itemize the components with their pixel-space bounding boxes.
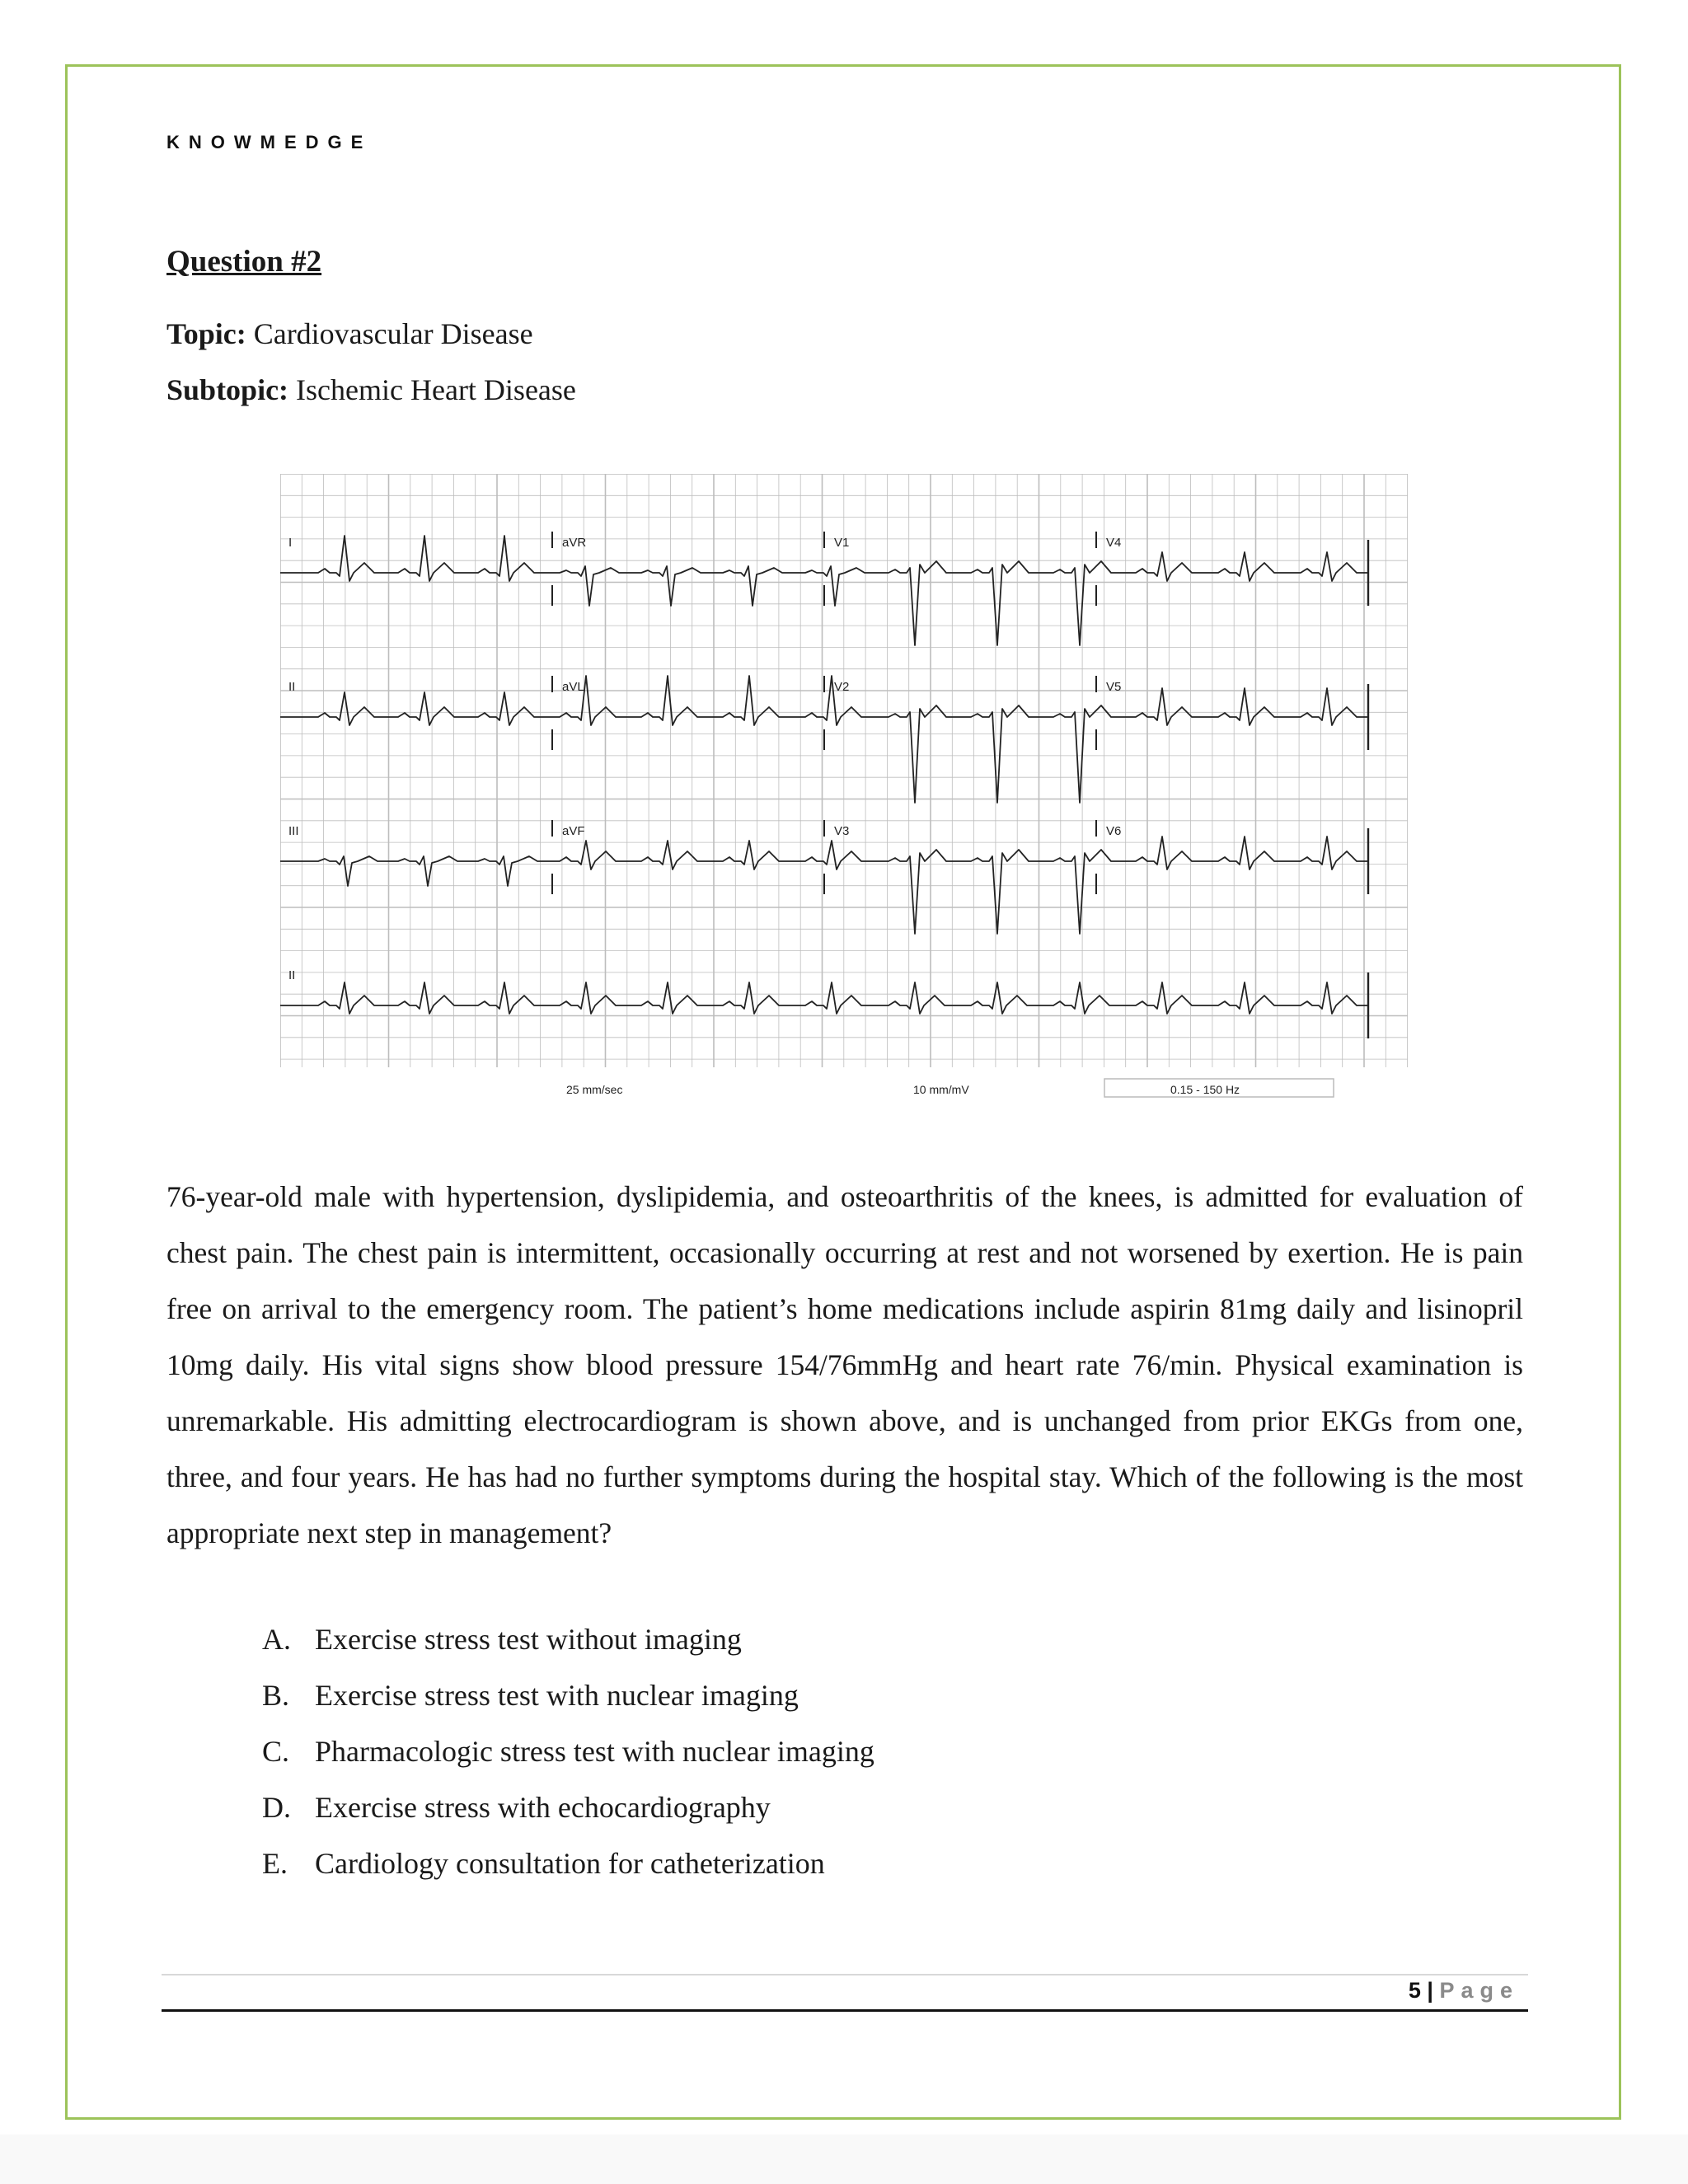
ekg-lead-label: V5: [1106, 680, 1122, 694]
option-c[interactable]: [262, 1723, 874, 1779]
answer-options: [262, 1611, 874, 1891]
page-number-value: 5: [1408, 1978, 1421, 2003]
ekg-lead-label: V4: [1106, 536, 1122, 550]
ekg-traces: [280, 532, 1368, 1038]
option-text: Exercise stress with echocardiography: [315, 1791, 771, 1824]
topic-line: [166, 316, 533, 351]
option-e[interactable]: [262, 1835, 874, 1891]
ekg-lead-label: V2: [834, 680, 850, 694]
ekg-lead-label: aVF: [562, 824, 585, 838]
ekg-image: [280, 474, 1408, 1100]
page-word: Page: [1439, 1978, 1519, 2003]
topic-value: Cardiovascular Disease: [253, 317, 533, 350]
ekg-lead-label: II: [288, 968, 296, 982]
option-letter: B.: [262, 1679, 290, 1712]
option-b[interactable]: [262, 1667, 874, 1723]
topic-label: Topic:: [166, 317, 246, 350]
question-title: Question #2: [166, 245, 322, 279]
option-letter: D.: [262, 1791, 291, 1824]
option-text: Cardiology consultation for catheterization: [315, 1847, 825, 1880]
option-letter: C.: [262, 1735, 290, 1768]
subtopic-label: Subtopic:: [166, 373, 289, 406]
option-text: Exercise stress test with nuclear imaging: [315, 1679, 799, 1712]
ekg-trace-row: [280, 982, 1368, 1014]
option-letter: E.: [262, 1847, 288, 1880]
footer-rule-dark: [162, 2009, 1528, 2012]
ekg-lead-label: V1: [834, 536, 850, 550]
option-text: Exercise stress test without imaging: [315, 1623, 742, 1656]
subtopic-line: [166, 373, 576, 407]
option-letter: A.: [262, 1623, 291, 1656]
ekg-lead-label: aVR: [562, 536, 587, 550]
ekg-grid: [280, 474, 1408, 1067]
ekg-lead-label: I: [288, 536, 293, 550]
ekg-gain-label: 10 mm/mV: [913, 1083, 969, 1096]
ekg-tracing: [280, 474, 1408, 1100]
question-stem: 76-year-old male with hypertension, dyslipidemia, and osteoarthritis of the knees, is admitted for evaluation of chest pain. The chest pain is intermittent, occasionally occurring at rest and not worsened by exertion. He is pain free on arrival to the emergency room. The patient’s home medications include aspirin 81mg daily and lisinopril 10mg daily. His vital signs show blood pressure 154/76mmHg and heart rate 76/min. Physical examination is unremarkable. His admitting electrocardiogram is shown above, and is unchanged from prior EKGs from one, three, and four years. He has had no further symptoms during the hospital stay. Which of the following is the most appropriate next step in management?: [166, 1180, 1523, 1549]
option-d[interactable]: [262, 1779, 874, 1835]
ekg-speed-label: 25 mm/sec: [566, 1083, 623, 1096]
page-number: [1409, 1978, 1519, 2004]
ekg-lead-label: V3: [834, 824, 850, 838]
page-bottom-band: [0, 2135, 1688, 2184]
footer-rule-light: [162, 1974, 1528, 1975]
ekg-lead-label: aVL: [562, 680, 584, 694]
ekg-lead-label: II: [288, 680, 296, 694]
ekg-lead-label: V6: [1106, 824, 1122, 838]
option-a[interactable]: [262, 1611, 874, 1667]
option-text: Pharmacologic stress test with nuclear imaging: [315, 1735, 874, 1768]
page-separator: |: [1427, 1978, 1433, 2003]
ekg-filter-label: 0.15 - 150 Hz: [1170, 1083, 1240, 1096]
subtopic-value: Ischemic Heart Disease: [296, 373, 576, 406]
brand-header: KNOWMEDGE: [166, 132, 373, 152]
ekg-lead-label: III: [288, 824, 299, 838]
